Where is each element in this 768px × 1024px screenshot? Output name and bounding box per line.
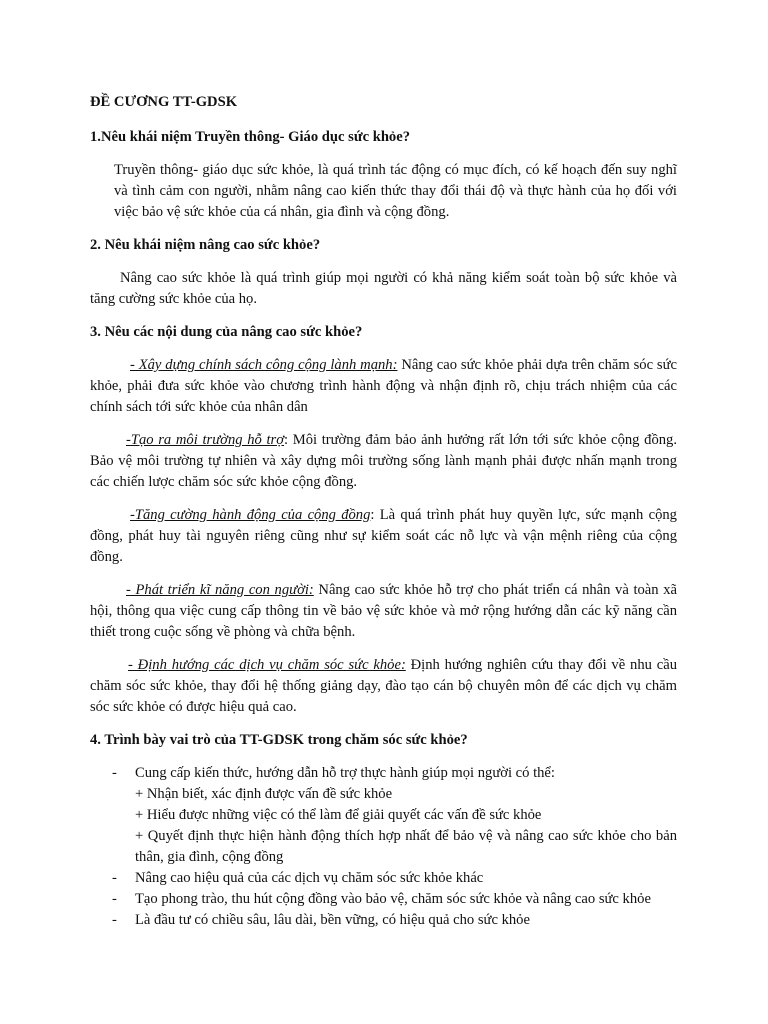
sub-item: + Nhận biết, xác định được vấn đề sức khỏe bbox=[135, 786, 393, 802]
dash-bullet: - bbox=[112, 891, 117, 907]
list-item-text: Nâng cao hiệu quả của các dịch vụ chăm sóc sức khỏe khác bbox=[135, 870, 484, 886]
item-text: Nâng cao sức khỏe phải dựa trên chăm sóc sức khỏe, phải đưa sức khỏe vào chương trình hành động và nhận định rõ, chịu trách nhiệm của các chính sách tới sức khỏe của nhân dân bbox=[90, 357, 677, 415]
answer-3-item bbox=[90, 355, 677, 418]
item-text: Nâng cao sức khỏe hỗ trợ cho phát triển cá nhân và toàn xã hội, thông qua việc cung cấp thông tin về bảo vệ sức khỏe và mở rộng hướng dẫn các kỹ năng cần thiết trong cuộc sống về phòng và chữa bệnh. bbox=[90, 582, 677, 640]
dash-bullet: - bbox=[112, 765, 117, 781]
question-2: 2. Nêu khái niệm nâng cao sức khỏe? bbox=[90, 237, 321, 253]
document-body bbox=[90, 92, 677, 931]
list-item bbox=[90, 763, 677, 868]
answer-3-item bbox=[90, 430, 677, 493]
item-heading: -Tăng cường hành động của cộng đồng bbox=[130, 507, 371, 523]
item-text: : Môi trường đảm bảo ảnh hưởng rất lớn tới sức khỏe cộng đồng. Bảo vệ môi trường tự nhiên và xây dựng môi trường sống lành mạnh phải được nhấn mạnh trong các chiến lược chăm sóc sức khỏe cộng đồng. bbox=[90, 432, 677, 490]
dash-bullet: - bbox=[112, 870, 117, 886]
item-heading: - Xây dựng chính sách công cộng lành mạnh: bbox=[130, 357, 398, 373]
list-item-text: Là đầu tư có chiều sâu, lâu dài, bền vững, có hiệu quả cho sức khỏe bbox=[135, 912, 530, 928]
answer-2: Nâng cao sức khỏe là quá trình giúp mọi người có khả năng kiểm soát toàn bộ sức khỏe và tăng cường sức khỏe của họ. bbox=[90, 270, 677, 307]
document-title: ĐỀ CƯƠNG TT-GDSK bbox=[90, 94, 238, 110]
list-item bbox=[90, 868, 677, 889]
item-heading: - Định hướng các dịch vụ chăm sóc sức khỏe: bbox=[128, 657, 406, 673]
sub-item: + Quyết định thực hiện hành động thích hợp nhất để bảo vệ và nâng cao sức khỏe cho bản thân, gia đình, cộng đồng bbox=[135, 828, 677, 865]
role-list bbox=[90, 763, 677, 931]
item-heading: - Phát triển kĩ năng con người: bbox=[126, 582, 314, 598]
item-text: : Là quá trình phát huy quyền lực, sức mạnh cộng đồng, phát huy tài nguyên riêng cũng như sự kiểm soát các nỗ lực và vận mệnh riêng của cộng đồng. bbox=[90, 507, 677, 565]
question-3: 3. Nêu các nội dung của nâng cao sức khỏe? bbox=[90, 324, 363, 340]
question-4: 4. Trình bày vai trò của TT-GDSK trong chăm sóc sức khỏe? bbox=[90, 732, 468, 748]
item-text: Định hướng nghiên cứu thay đổi về nhu cầu chăm sóc sức khỏe, thay đổi hệ thống giảng dạy, đào tạo cán bộ chuyên môn để các dịch vụ chăm sóc sức khỏe có được hiệu quả cao. bbox=[90, 657, 677, 715]
question-1: 1.Nêu khái niệm Truyền thông- Giáo dục sức khỏe? bbox=[90, 129, 411, 145]
answer-1: Truyền thông- giáo dục sức khỏe, là quá trình tác động có mục đích, có kế hoạch đến suy nghĩ và tình cảm con người, nhằm nâng cao kiến thức thay đổi thái độ và thực hành của họ đối với việc bảo vệ sức khỏe của cá nhân, gia đình và cộng đồng. bbox=[114, 162, 677, 220]
dash-bullet: - bbox=[112, 912, 117, 928]
list-item bbox=[90, 889, 677, 910]
list-item bbox=[90, 910, 677, 931]
answer-3-item bbox=[90, 505, 677, 568]
list-item-text: Cung cấp kiến thức, hướng dẫn hỗ trợ thực hành giúp mọi người có thể: bbox=[135, 765, 555, 781]
sub-item: + Hiểu được những việc có thể làm để giải quyết các vấn đề sức khỏe bbox=[135, 807, 542, 823]
list-item-text: Tạo phong trào, thu hút cộng đồng vào bảo vệ, chăm sóc sức khỏe và nâng cao sức khỏe bbox=[135, 891, 651, 907]
item-heading: -Tạo ra môi trường hỗ trợ bbox=[126, 432, 284, 448]
answer-3-item bbox=[90, 655, 677, 718]
answer-3-item bbox=[90, 580, 677, 643]
